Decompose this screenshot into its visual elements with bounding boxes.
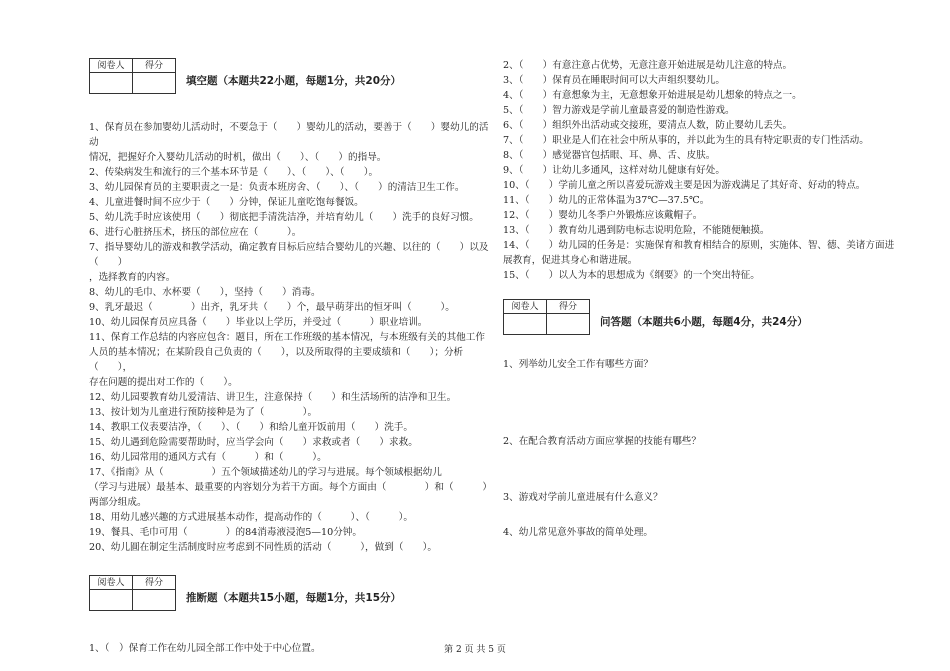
- judge-score-block: [89, 575, 491, 611]
- judge-line: 8、（ ）感觉器官包括眼、耳、鼻、舌、皮肤。: [503, 150, 716, 161]
- score-cell: [547, 314, 590, 335]
- fill-questions: [89, 120, 491, 555]
- judge-line: 11、（ ）幼儿的正常体温为37℃—37.5℃。: [503, 195, 710, 206]
- fill-section-title: 填空题（本题共22小题，每题1分，共20分）: [186, 75, 402, 87]
- judge-line: 展教育，促进其身心和谐进展。: [503, 255, 638, 266]
- fill-line: 1、保育员在参加婴幼儿活动时，不要急于（ ）婴幼儿的活动，要善于（ ）婴幼儿的活动: [89, 122, 489, 148]
- fill-line: 9、乳牙最迟（ ）出齐，乳牙共（ ）个，最早萌芽出的恒牙叫（ ）。: [89, 302, 455, 313]
- reviewer-label: 阅卷人: [90, 59, 133, 73]
- left-column: [89, 58, 491, 656]
- judge-line: 1、（ ）保育工作在幼儿园全部工作中处于中心位置。: [89, 643, 321, 654]
- fill-line: 情况，把握好介入婴幼儿活动的时机，做出（ ）、（ ）的指导。: [89, 152, 387, 163]
- fill-line: 19、餐具、毛巾可用（ ）的84消毒液浸泡5—10分钟。: [89, 527, 362, 538]
- fill-line: 11、保育工作总结的内容应包含：题目，所在工作班级的基本情况，与本班级有关的其他工作: [89, 332, 485, 343]
- fill-line: 10、幼儿园保育员应具备（ ）毕业以上学历，并受过（ ）职业培训。: [89, 317, 428, 328]
- judge-score-table: [89, 575, 176, 611]
- fill-line: 3、幼儿园保育员的主要职责之一是：负责本班房舍、（ ）、（ ）的清洁卫生工作。: [89, 182, 465, 193]
- reviewer-cell: [90, 73, 133, 94]
- judge-line: 15、（ ）以人为本的思想成为《纲要》的一个突出特征。: [503, 270, 760, 281]
- score-cell: [133, 590, 176, 611]
- judge-line: 14、（ ）幼儿园的任务是：实施保育和教育相结合的原则，实施体、智、德、美诸方面进: [503, 240, 895, 251]
- fill-line: 17、《指南》从（ ）五个领域描述幼儿的学习与进展。每个领域根据幼儿: [89, 467, 442, 478]
- fill-score-table: [89, 58, 176, 94]
- judge-line: 4、（ ）有意想象为主，无意想象开始进展是幼儿想象的特点之一。: [503, 90, 802, 101]
- judge-line: 10、（ ）学前儿童之所以喜爱玩游戏主要是因为游戏满足了其好奇、好动的特点。: [503, 180, 866, 191]
- qa-question: 3、游戏对学前儿童进展有什么意义？: [503, 492, 663, 503]
- score-label: 得分: [133, 576, 176, 590]
- fill-line: 人员的基本情况；在某阶段自己负责的（ ），以及所取得的主要成绩和（ ）；分析（ ），: [89, 347, 464, 373]
- fill-line: 7、指导婴幼儿的游戏和教学活动，确定教育目标后应结合婴幼儿的兴趣、以往的（ ）以及（ ）: [89, 242, 489, 268]
- fill-line: 5、幼儿洗手时应该使用（ ）彻底把手清洗洁净，并培育幼儿（ ）洗手的良好习惯。: [89, 212, 479, 223]
- judge-line: 12、（ ）婴幼儿冬季户外锻炼应该戴帽子。: [503, 210, 703, 221]
- score-label: 得分: [547, 300, 590, 314]
- fill-line: 两部分组成。: [89, 497, 147, 508]
- reviewer-label: 阅卷人: [504, 300, 547, 314]
- page-footer: 第 2 页 共 5 页: [444, 645, 506, 655]
- reviewer-cell: [90, 590, 133, 611]
- fill-line: 存在问题的提出对工作的（ ）。: [89, 377, 238, 388]
- judge-line: 7、（ ）职业是人们在社会中所从事的，并以此为生的具有特定职责的专门性活动。: [503, 135, 869, 146]
- fill-score-block: [89, 58, 491, 94]
- judge-questions-right: [503, 58, 903, 283]
- score-cell: [133, 73, 176, 94]
- qa-question: 4、幼儿常见意外事故的简单处理。: [503, 527, 654, 538]
- fill-line: 6、进行心脏挤压术，挤压的部位应在（ ）。: [89, 227, 302, 238]
- fill-line: 16、幼儿园常用的通风方式有（ ）和（ ）。: [89, 452, 327, 463]
- fill-line: 2、传染病发生和流行的三个基本环节是（ ）、（ ）、（ ）。: [89, 167, 379, 178]
- fill-line: 15、幼儿遇到危险需要帮助时，应当学会向（ ）求救或者（ ）求救。: [89, 437, 418, 448]
- judge-line: 13、（ ）教育幼儿遇到防电标志说明危险，不能随便触摸。: [503, 225, 770, 236]
- right-column: [503, 58, 903, 540]
- score-label: 得分: [133, 59, 176, 73]
- judge-line: 5、（ ）智力游戏是学前儿童最喜爱的制造性游戏。: [503, 105, 735, 116]
- qa-question: 2、在配合教育活动方面应掌握的技能有哪些？: [503, 436, 701, 447]
- judge-line: 6、（ ）组织外出活动或交接班，要清点人数，防止婴幼儿丢失。: [503, 120, 793, 131]
- fill-line: ，选择教育的内容。: [89, 272, 176, 283]
- judge-line: 9、（ ）让幼儿多通风，这样对幼儿健康有好处。: [503, 165, 725, 176]
- fill-line: 20、幼儿圓在制定生活制度时应考虑到不同性质的活动（ ），做到（ ）。: [89, 542, 437, 553]
- qa-section-title: 问答题（本题共6小题，每题4分，共24分）: [600, 316, 808, 328]
- fill-line: 8、幼儿的毛巾、水杯要（ ），坚持（ ）消毒。: [89, 287, 321, 298]
- reviewer-label: 阅卷人: [90, 576, 133, 590]
- judge-line: 3、（ ）保育员在睡眠时间可以大声组织婴幼儿。: [503, 75, 725, 86]
- qa-question: 1、列举幼儿安全工作有哪些方面？: [503, 359, 654, 370]
- fill-line: 13、按计划为儿童进行预防接种是为了（ ）。: [89, 407, 318, 418]
- reviewer-cell: [504, 314, 547, 335]
- judge-line: 2、（ ）有意注意占优势，无意注意开始进展是幼儿注意的特点。: [503, 60, 793, 71]
- fill-line: 18、用幼儿感兴趣的方式进展基本动作，提高动作的（ ）、（ ）。: [89, 512, 413, 523]
- qa-score-table: [503, 299, 590, 335]
- fill-line: 14、教职工仪表要洁净，（ ）、（ ）和给儿童开饭前用（ ）洗手。: [89, 422, 413, 433]
- fill-line: （学习与进展）最基本、最重要的内容划分为若干方面。每个方面由（ ）和（ ）: [89, 482, 492, 493]
- qa-questions: [503, 357, 903, 540]
- judge-section-title: 推断题（本题共15小题，每题1分，共15分）: [186, 592, 402, 604]
- fill-line: 4、儿童进餐时间不应少于（ ）分钟，保证儿童吃饱每餐饭。: [89, 197, 364, 208]
- qa-score-block: [503, 299, 903, 335]
- fill-line: 12、幼儿园要教育幼儿爱清洁、讲卫生，注意保持（ ）和生活场所的洁净和卫生。: [89, 392, 457, 403]
